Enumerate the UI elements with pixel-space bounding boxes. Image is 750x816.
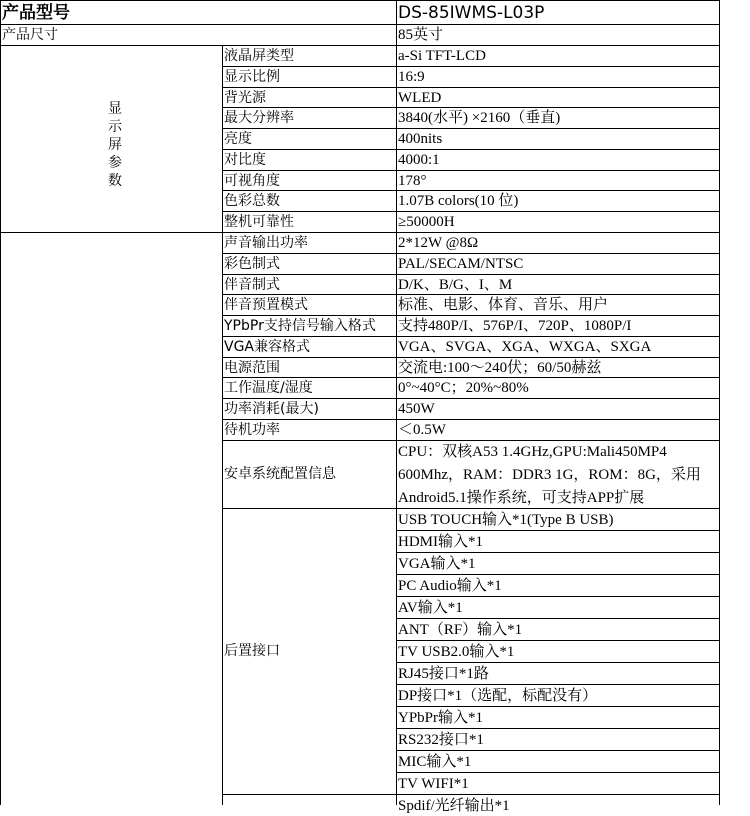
display-param-value: 3840(水平) ×2160（垂直) <box>398 110 561 127</box>
rear-port-item: RS232接口*1 <box>398 732 484 748</box>
param-value: 450W <box>398 401 435 417</box>
android-line-2: 600Mhz，RAM：DDR3 1G，ROM：8G，采用 <box>398 467 701 483</box>
param-name: 工作温度/湿度 <box>224 380 313 397</box>
android-line-1: CPU：双核A53 1.4GHz,GPU:Mali450MP4 <box>398 444 667 460</box>
param-name: 功率消耗(最大) <box>224 401 319 417</box>
display-param-value: a-Si TFT-LCD <box>398 48 486 64</box>
rear-port-item: VGA输入*1 <box>398 556 476 572</box>
param-value: D/K、B/G、I、M <box>398 276 513 293</box>
rear-port-item: HDMI输入*1 <box>398 534 483 550</box>
rear-port-item: TV WIFI*1 <box>398 776 469 792</box>
param-name: 声音输出功率 <box>224 235 308 251</box>
param-value: 支持480P/I、576P/I、720P、1080P/I <box>398 318 632 334</box>
display-param-value: WLED <box>398 89 442 106</box>
rear-port-item: MIC输入*1 <box>398 754 472 770</box>
rear-port-item: PC Audio输入*1 <box>398 578 502 594</box>
display-param-name: 显示比例 <box>224 68 280 85</box>
rear-port-item: TV USB2.0输入*1 <box>398 644 515 660</box>
rear-port-item: AV输入*1 <box>398 600 463 616</box>
param-value: 0°~40°C；20%~80% <box>398 380 529 397</box>
param-name: 伴音制式 <box>224 276 280 293</box>
model-label: 产品型号 <box>2 3 70 23</box>
param-value: 交流电:100～240伏；60/50赫兹 <box>398 359 602 376</box>
rear-port-item: Spdif/光纤输出*1 <box>398 798 510 814</box>
param-name: 彩色制式 <box>224 255 280 272</box>
rear-port-item: RJ45接口*1路 <box>398 666 489 682</box>
display-param-value: 178° <box>398 172 427 189</box>
rear-port-item: USB TOUCH输入*1(Type B USB) <box>398 512 614 528</box>
param-value: ＜0.5W <box>398 421 446 438</box>
rear-port-item: YPbPr输入*1 <box>398 710 484 726</box>
display-param-value: 400nits <box>398 131 443 147</box>
size-label: 产品尺寸 <box>2 27 58 43</box>
param-name: 电源范围 <box>224 359 280 376</box>
display-param-name: 对比度 <box>224 151 266 168</box>
display-param-name: 亮度 <box>224 131 252 147</box>
rear-port-item: ANT（RF）输入*1 <box>398 622 523 638</box>
display-param-value: ≥50000H <box>398 214 455 230</box>
model-value: DS-85IWMS-L03P <box>398 3 545 23</box>
size-value: 85英寸 <box>398 27 444 43</box>
android-label: 安卓系统配置信息 <box>224 466 336 482</box>
display-param-name: 整机可靠性 <box>224 214 294 230</box>
display-param-name: 液晶屏类型 <box>224 48 294 64</box>
display-param-name: 背光源 <box>224 89 266 106</box>
display-param-value: 16:9 <box>398 68 425 85</box>
param-value: 2*12W @8Ω <box>398 235 479 251</box>
param-value: PAL/SECAM/NTSC <box>398 255 524 272</box>
param-name: 待机功率 <box>224 421 280 438</box>
display-param-name: 色彩总数 <box>224 193 280 210</box>
rear-port-item: DP接口*1（选配，标配没有） <box>398 688 598 704</box>
param-name: 伴音预置模式 <box>224 297 308 314</box>
display-param-value: 4000:1 <box>398 151 440 168</box>
param-value: VGA、SVGA、XGA、WXGA、SXGA <box>398 338 652 355</box>
param-name: YPbPr支持信号输入格式 <box>224 318 376 334</box>
display-param-name: 可视角度 <box>224 172 280 189</box>
display-group-label: 显示屏参数 <box>108 101 122 189</box>
param-name: VGA兼容格式 <box>224 338 311 355</box>
display-param-value: 1.07B colors(10 位) <box>398 193 519 210</box>
param-value: 标准、电影、体育、音乐、用户 <box>398 297 609 314</box>
rear-ports-label: 后置接口 <box>224 643 280 659</box>
display-param-name: 最大分辨率 <box>224 110 294 127</box>
android-line-3: Android5.1操作系统，可支持APP扩展 <box>398 490 645 506</box>
